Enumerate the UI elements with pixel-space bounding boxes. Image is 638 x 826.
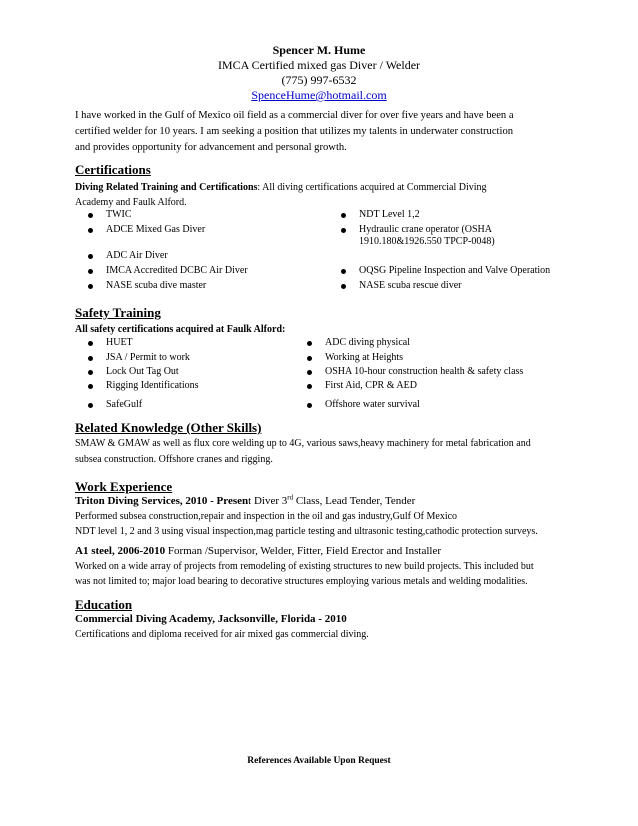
certifications-intro-text: : All diving certifications acquired at Commercial Diving <box>257 182 487 193</box>
safety-intro <box>75 322 570 337</box>
references-note: References Available Upon Request <box>247 756 391 766</box>
bullet-icon <box>88 370 93 375</box>
certifications-intro-bold: Diving Related Training and Certifications <box>75 182 258 193</box>
bullet-icon <box>341 284 346 289</box>
bullet-icon <box>88 284 93 289</box>
job-role: t Diver 3 <box>248 495 288 507</box>
bullet-icon <box>341 213 346 218</box>
work-experience-heading: Work Experience <box>75 479 173 494</box>
bullet-icon <box>307 384 312 389</box>
candidate-title: IMCA Certified mixed gas Diver / Welder <box>217 58 421 72</box>
summary-line: and provides opportunity for advancement and personal growth. <box>75 142 347 153</box>
education-school: Commercial Diving Academy, Jacksonville, Florida - 2010 <box>75 613 347 625</box>
job-description-line: Performed subsea construction,repair and inspection in the oil and gas industry,Gulf Of Mexico <box>75 511 458 522</box>
bullet-icon <box>88 356 93 361</box>
summary-paragraph <box>75 108 570 156</box>
job-entry-a1-steel <box>75 544 570 589</box>
bullet-icon <box>88 384 93 389</box>
summary-line: certified welder for 10 years. I am seeking a position that utilizes my talents in underwater construction <box>75 126 514 137</box>
skills-line: SMAW & GMAW as well as flux core welding up to 4G, various saws,heavy machinery for metal fabrication and <box>75 438 531 449</box>
candidate-name: Spencer M. Hume <box>272 43 366 57</box>
bullet-icon <box>88 269 93 274</box>
job-employer: Triton Diving Services, 2010 - Presen <box>75 495 249 507</box>
bullet-icon <box>88 341 93 346</box>
job-description-line: NDT level 1, 2 and 3 using visual inspection,mag particle testing and ultrasonic testing,cathodic protection surveys. <box>75 526 538 537</box>
job-entry-triton <box>75 494 570 539</box>
job-description-line: was not limited to; major load bearing to decorative structures employing various metals and welding modalities. <box>75 576 528 587</box>
skills-paragraph <box>75 436 570 468</box>
resume-header <box>0 43 638 103</box>
bullet-icon <box>88 228 93 233</box>
bullet-icon <box>307 403 312 408</box>
education-entry <box>75 612 570 642</box>
bullet-icon <box>88 403 93 408</box>
candidate-email-link[interactable]: SpenceHume@hotmail.com <box>251 88 387 102</box>
certifications-intro-line2: Academy and Faulk Alford. <box>75 197 187 208</box>
certifications-list: TWIC ADCE Mixed Gas Diver ADC Air Diver IMCA Accredited DCBC Air Diver NASE scuba dive master NDT Level 1,2 Hydraulic crane operator (OSHA 1910.180&1926.550 TPCP-0048) OQSG Pipeline Inspection and Valve Operation NASE scuba rescue diver <box>88 208 568 298</box>
summary-line: I have worked in the Gulf of Mexico oil field as a commercial diver for over five years and have been a <box>75 110 514 121</box>
job-role-rest: Class, Lead Tender, Tender <box>293 495 416 507</box>
bullet-icon <box>307 356 312 361</box>
education-detail: Certifications and diploma received for air mixed gas commercial diving. <box>75 629 369 640</box>
certifications-intro <box>75 180 570 210</box>
bullet-icon <box>307 370 312 375</box>
bullet-icon <box>88 254 93 259</box>
education-heading: Education <box>75 597 133 612</box>
skills-heading: Related Knowledge (Other Skills) <box>75 420 262 435</box>
skills-line: subsea construction. Offshore cranes and rigging. <box>75 454 273 465</box>
job-role-superscript: rd <box>287 493 294 502</box>
safety-list: HUET JSA / Permit to work Lock Out Tag Out Rigging Identifications SafeGulf ADC diving physical Working at Heights OSHA 10-hour construction health & safety class First Aid, CPR & AED Offshore water survival <box>88 336 568 416</box>
safety-intro-text: All safety certifications acquired at Faulk Alford: <box>75 324 286 335</box>
certifications-heading: Certifications <box>75 162 151 177</box>
safety-training-heading: Safety Training <box>75 305 161 320</box>
bullet-icon <box>307 341 312 346</box>
job-employer: A1 steel, 2006-2010 <box>75 545 166 557</box>
job-description-line: Worked on a wide array of projects from remodeling of existing structures to new build projects. This included but <box>75 561 534 572</box>
bullet-icon <box>88 213 93 218</box>
candidate-phone: (775) 997-6532 <box>281 73 357 87</box>
bullet-icon <box>341 228 346 233</box>
bullet-icon <box>341 269 346 274</box>
job-role: Forman /Supervisor, Welder, Fitter, Field Erector and Installer <box>165 545 442 557</box>
